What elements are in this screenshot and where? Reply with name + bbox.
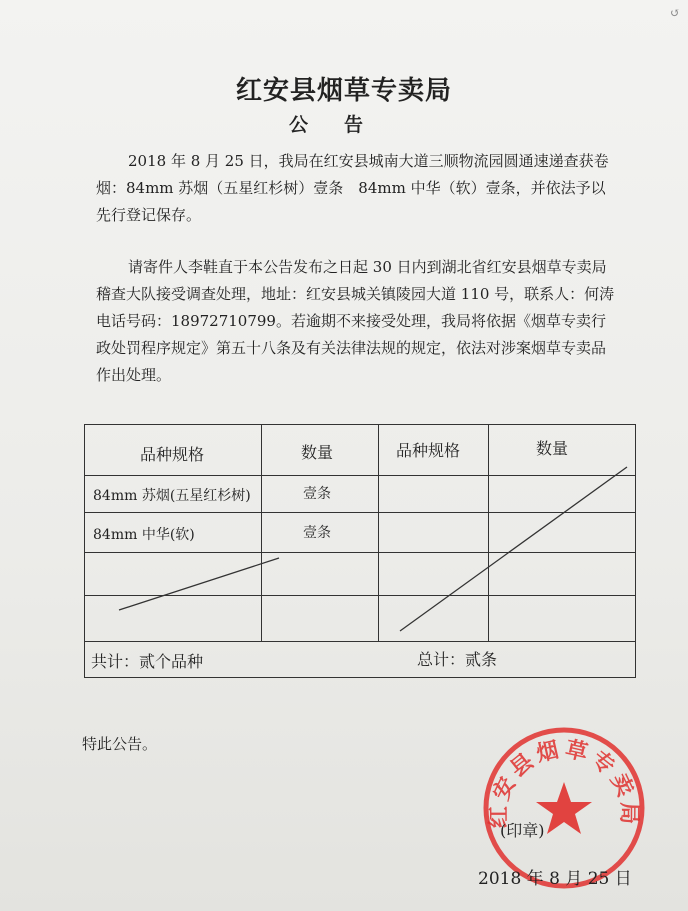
header-qty-2: 数量 (536, 439, 569, 458)
header-spec-2: 品种规格 (396, 441, 461, 460)
strike-lines (85, 425, 637, 679)
header-qty-1: 数量 (301, 443, 334, 462)
closing-text: 特此公告。 (82, 735, 158, 753)
page-title: 红安县烟草专卖局 (235, 76, 452, 106)
seizure-table (84, 424, 636, 678)
footer-total-kinds: 共计：贰个品种 (91, 652, 204, 671)
stamp-label: (印章) (500, 821, 545, 840)
row1-qty: 壹条 (303, 486, 331, 502)
svg-text:红安县烟草专卖局: 红安县烟草专卖局 (486, 736, 642, 829)
paragraph-instructions: 请寄件人李鞋直于本公告发布之日起 30 日内到湖北省红安县烟草专卖局稽查大队接受调查处理，地址：红安县城关镇陵园大道 110 号，联系人：何涛 电话号码：18972710799。若逾期不来接受处理，我局将依据《烟草专卖行政处罚程序规定》第五十八条及有关法律法规的规定，依法对涉案烟草专卖品作出处理。 (96, 258, 630, 384)
paragraph-seizure: 2018 年 8 月 25 日，我局在红安县城南大道三顺物流园圆通速递查获卷烟：84mm 苏烟（五星红杉树）壹条 84mm 中华（软）壹条，并依法予以先行登记保存。 (96, 152, 609, 224)
issue-date: 2018 年 8 月 25 日 (478, 869, 632, 889)
rotate-icon[interactable]: ↺ (669, 6, 680, 20)
row2-spec: 84mm 中华(软) (93, 527, 195, 543)
row2-qty: 壹条 (303, 525, 331, 541)
notice-subtitle: 公告 (288, 114, 399, 136)
header-spec-1: 品种规格 (140, 445, 205, 464)
row1-spec: 84mm 苏烟(五星红杉树) (93, 488, 251, 504)
footer-total-count: 总计：贰条 (417, 650, 498, 669)
